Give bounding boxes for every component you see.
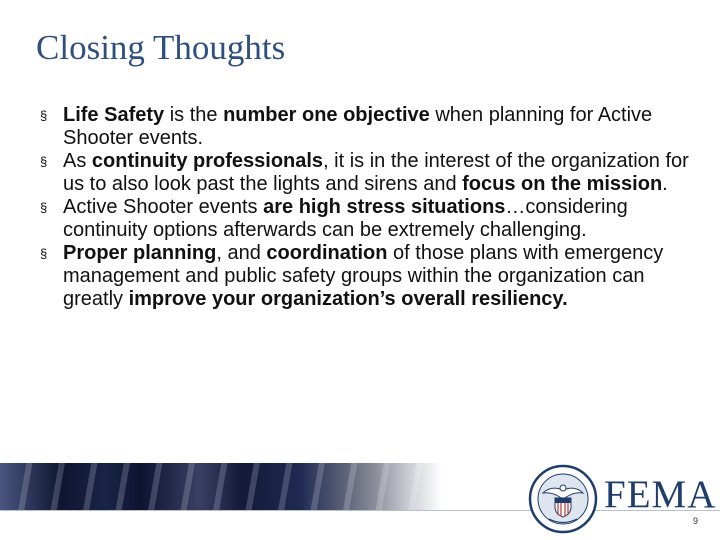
bullet-emphasis: Proper planning: [63, 242, 217, 264]
bullet-item: [40, 196, 700, 242]
bullet-emphasis: number one objective: [223, 104, 430, 126]
bullet-emphasis: focus on the mission: [462, 173, 663, 195]
fema-logo: FEMA: [604, 473, 717, 516]
bullet-item: [40, 242, 700, 311]
bullet-text: is the: [164, 104, 224, 126]
bullet-text: , it is in the interest of the organization for us to also look past the lights and sirens and: [63, 150, 689, 195]
bullet-text: .: [662, 173, 668, 195]
bullet-emphasis: continuity professionals: [91, 150, 324, 172]
bullet-emphasis: coordination: [266, 242, 388, 264]
bullet-list: [40, 104, 700, 311]
bullet-text: of those plans with emergency management and public safety groups within the organization can greatly: [63, 242, 664, 310]
footer-banner: [0, 463, 720, 540]
bullet-text: when planning for Active Shooter events.: [63, 104, 653, 149]
page-number: 9: [693, 516, 699, 526]
bullet-text: …considering continuity options afterwards can be extremely challenging.: [63, 196, 628, 241]
bullet-emphasis: are high stress situations: [263, 196, 506, 218]
bullet-marker: §: [40, 200, 48, 215]
bullet-text: Active Shooter events: [63, 196, 264, 218]
bullet-item: [40, 104, 700, 150]
bullet-emphasis: Life Safety: [63, 104, 165, 126]
bullet-item: [40, 150, 700, 196]
bullet-text: , and: [216, 242, 267, 264]
bullet-marker: §: [40, 246, 48, 261]
slide-title: Closing Thoughts: [36, 28, 286, 67]
bullet-text: As: [63, 150, 92, 172]
dhs-seal-icon: [527, 463, 599, 535]
bullet-marker: §: [40, 108, 48, 123]
flag-image: [0, 463, 442, 511]
flag-fade: [302, 463, 442, 511]
bullet-emphasis: improve your organization’s overall resiliency.: [128, 288, 568, 310]
bullet-marker: §: [40, 154, 48, 169]
